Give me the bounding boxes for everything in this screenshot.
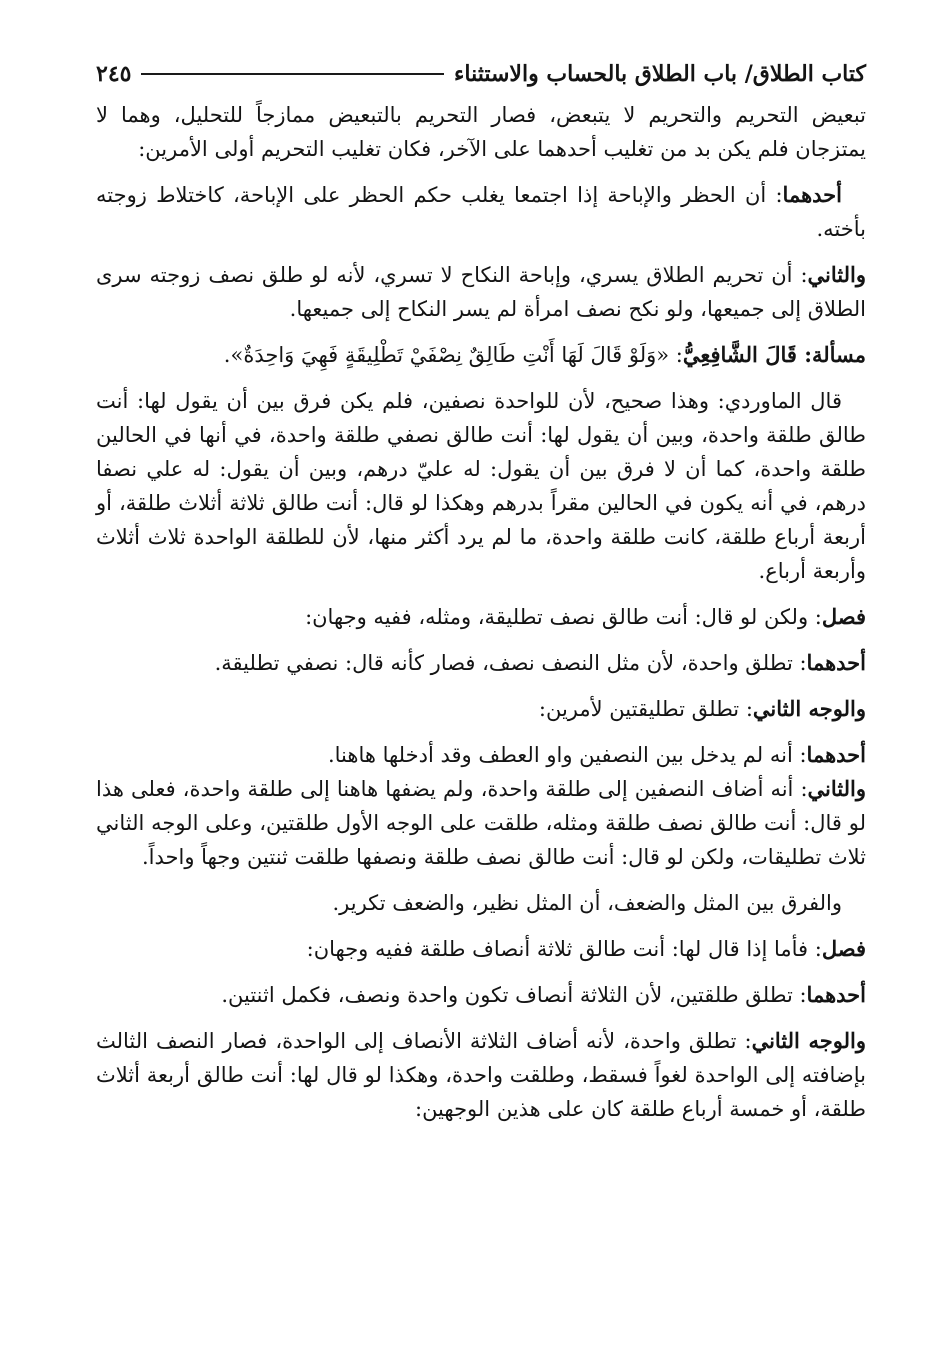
paragraph-fasl-2-second: والوجه الثاني: تطلق واحدة، لأنه أضاف الثلاثة الأنصاف إلى الواحدة، فصار النصف الثالث بإضافته إلى الواحدة لغواً فسقط، وطلقت واحدة، وهكذا لو قال لها: أنت طالق أربعة أثلاث طلقة، أو خمسة أرباع طلقة كان على هذين الوجهين: (96, 1028, 867, 1121)
paragraph-fasl-1-first: أحدهما: تطلق واحدة، لأن مثل النصف نصف، فصار كأنه قال: نصفي تطليقة. (214, 650, 866, 675)
paragraph-fasl-1: فصل: ولكن لو قال: أنت طالق نصف تطليقة، ومثله، ففيه وجهان: (305, 604, 866, 629)
paragraph-fasl-2: فصل: فأما إذا قال لها: أنت طالق ثلاثة أنصاف طلقة ففيه وجهان: (306, 936, 866, 961)
paragraph-mawardi: قال الماوردي: وهذا صحيح، لأن للواحدة نصفين، فلم يكن فرق بين أن يقول لها: أنت طالق طلقة واحدة، وبين أن يقول لها: أنت طالق نصفي طلقة واحدة، في أنها في الحالين طلقة واحدة، كما أن لا فرق بين أن يقول: له عليّ درهم، وبين أن يقول: له علي نصفا درهم، في أنه يكون في الحالين مقراً بدرهم وهكذا لو قال: أنت طالق ثلاثة أثلاث طلقة، أو أربعة أرباع طلقة، كانت طلقة واحدة، ما لم يرد أكثر منها، لأن للطلقة الواحدة ثلاث أثلاث وأربعة أرباع. (96, 389, 866, 583)
paragraph-fasl-1-second: والوجه الثاني: تطلق تطليقتين لأمرين: (538, 696, 866, 721)
paragraph-fasl-2-first: أحدهما: تطلق طلقتين، لأن الثلاثة أنصاف تكون واحدة ونصف، فكمل اثنتين. (221, 982, 866, 1007)
paragraph-reason-1: أحدهما: أنه لم يدخل بين النصفين واو العطف وقد أدخلها هاهنا. (327, 742, 866, 767)
document-page (96, 56, 866, 1126)
running-title: كتاب الطلاق/ باب الطلاق بالحساب والاستثناء (454, 61, 866, 87)
paragraph-second-point: والثاني: أن تحريم الطلاق يسري، وإباحة النكاح لا تسري، لأنه لو طلق نصف زوجته سرى الطلاق إلى جميعها، ولو نكح نصف امرأة لم يسر النكاح إلى جميعها. (96, 262, 866, 321)
running-header (96, 56, 866, 92)
paragraph-masala: مسألة: قَالَ الشَّافِعِيُّ: «وَلَوْ قَالَ لَهَا أَنْتِ طَالِقٌ نِصْفَيْ تَطْلِيقَةٍ فَهِيَ وَاحِدَةٌ». (223, 342, 866, 367)
paragraph-continuation: تبعيض التحريم والتحريم لا يتبعض، فصار التحريم بالتبعيض ممازجاً للتحليل، وهما لا يمتزجان فلم يكن بد من تغليب أحدهما على الآخر، فكان تغليب التحريم أولى الأمرين: (96, 103, 866, 161)
page-number: ٢٤٥ (96, 61, 132, 87)
body-text (96, 98, 866, 1126)
header-rule (141, 73, 444, 75)
paragraph-reason-2: والثاني: أنه أضاف النصفين إلى طلقة واحدة، ولم يضفها هاهنا إلى طلقة واحدة، فعلى هذا لو قال: أنت طالق نصف طلقة ومثله، طلقت على الوجه الأول طلقتين، وعلى الوجه الثاني ثلاث تطليقات، ولكن لو قال: أنت طالق نصف طلقة ونصفها طلقت ثنتين وجهاً واحداً. (96, 776, 866, 869)
paragraph-difference: والفرق بين المثل والضعف، أن المثل نظير، والضعف تكرير. (332, 891, 842, 915)
paragraph-first-point: أحدهما: أن الحظر والإباحة إذا اجتمعا يغلب حكم الحظر على الإباحة، كاختلاط زوجته بأخته. (96, 182, 866, 241)
